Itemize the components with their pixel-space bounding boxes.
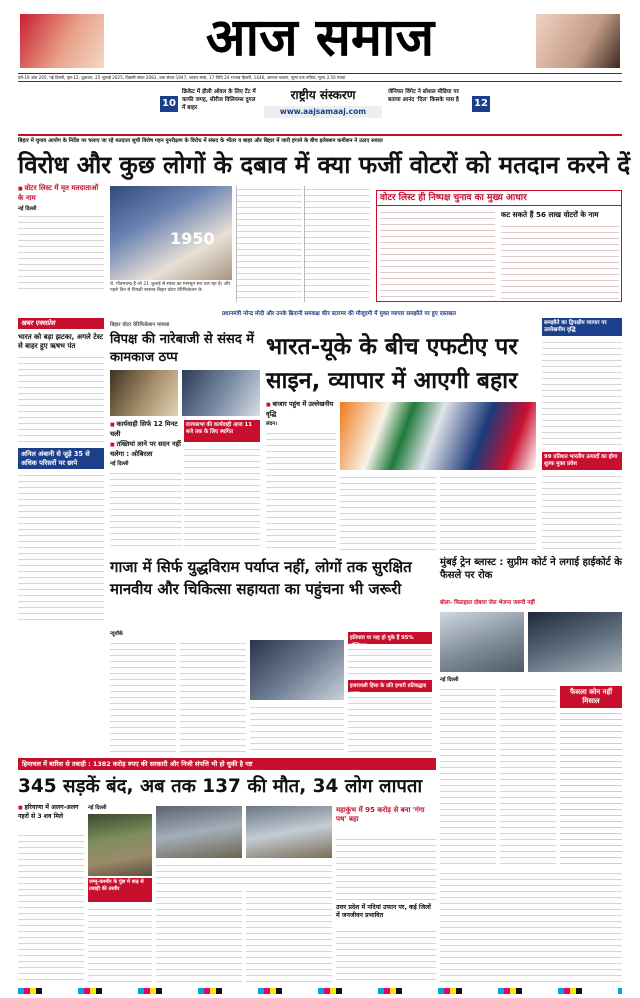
gaza-photo	[250, 640, 344, 700]
masthead-title: आज समाज	[205, 8, 435, 68]
fta-side-box-body	[542, 473, 622, 553]
court-headline[interactable]: मुंबई ट्रेन ब्लास्ट : सुप्रीम कोर्ट ने लगाई हाईकोर्ट के फैसले पर रोक	[440, 557, 622, 581]
himachal-gallery-sub-body	[336, 928, 436, 982]
fta-headline-2[interactable]: साइन, व्यापार में आएगी बहार	[266, 368, 518, 394]
gaza-dateline: न्यूयॉर्क	[110, 631, 123, 637]
gaza-body-2	[180, 640, 246, 752]
voter-box-body	[380, 209, 495, 299]
court-dateline: नई दिल्ली	[440, 677, 459, 683]
dateline-text: वर्ष-19 अंक 205, नई दिल्ली, पृष्ठ-12, शुक्रवार, 25 जुलाई 2025, विक्रमी संवत 2082, शक संवत-1947, श्रावण-मास, 17 तिथि 24 रज्जब हिजरी, 1446, अमान्त-श्रावण, मूल्य एक रुपिया, मूल्य 3.50 रुपया	[18, 75, 346, 80]
news-express-label: खबर एक्सप्रेस	[18, 318, 104, 329]
court-body-2	[500, 686, 556, 866]
lead-side-body	[18, 213, 104, 293]
lead-side-heading[interactable]: ■ वोटर लिस्ट में मृत मतदाताओं के नाम	[18, 184, 104, 203]
opposition-body-2	[184, 446, 260, 550]
news-express	[18, 318, 104, 626]
lead-body-col-2	[304, 186, 370, 302]
opposition-bullet-2: ■ तख्तियां लाने पर सदन नहीं चलेगा : ओबिरला	[110, 440, 182, 458]
himachal-gallery-caption	[156, 862, 332, 884]
voter-box	[376, 190, 622, 302]
gaza-body-1	[110, 640, 176, 752]
fta-body-2	[340, 474, 436, 550]
masthead-left-photo	[20, 14, 104, 68]
gaza-body-3	[250, 704, 344, 752]
gaza-box-1[interactable]: हतियारा या नाह हो चुके हैं 95%	[348, 632, 432, 644]
fta-body-1	[266, 430, 336, 550]
court-photo-1	[440, 612, 524, 672]
news-express-h1[interactable]: भारत को बड़ा झटका, अगले टेस्ट से बाहर हुए ऋषभ पंत	[18, 333, 103, 350]
fta-dateline: लंदन।	[266, 421, 278, 427]
himachal-body-2	[156, 888, 242, 982]
opposition-photo-1	[110, 370, 178, 416]
promo-row	[160, 84, 492, 124]
lead-side-column	[18, 184, 104, 302]
lead-body-col-1	[236, 186, 302, 302]
voter-box-subbody	[501, 223, 619, 299]
fta-side	[542, 318, 622, 550]
voter-box-subheading[interactable]: कट सकते हैं 56 लाख वोटरों के नाम	[501, 210, 599, 219]
himachal-headline[interactable]: 345 सड़कें बंद, अब तक 137 की मौत, 34 लोग लापता	[18, 776, 423, 797]
promo-left-text[interactable]: क्रिकेट में हीली ओवल के लिए टेंट में काफी जगह, सीरीज विलियम्स दुगल में बाहर	[182, 89, 256, 111]
court-sub: बोला- फिलहाल दोबारा जेल भेजना जरूरी नहीं	[440, 600, 535, 606]
masthead	[0, 0, 640, 72]
fta-side-box-heading[interactable]: 99 प्रतिशत भारतीय उत्पादों का होगा शुल्क मुक्त प्रवेश	[542, 452, 622, 470]
court-side-body	[560, 710, 622, 866]
fta-side-body	[542, 339, 622, 449]
court-photo-2	[528, 612, 622, 672]
court-side-heading[interactable]: फैसला कोन नहीं मिसाल	[560, 686, 622, 708]
himachal-gallery-body	[336, 836, 436, 900]
edition-label: राष्ट्रीय संस्करण	[290, 88, 356, 102]
banner-line	[18, 134, 622, 146]
himachal-gallery-heading[interactable]: महाकुंभ में 95 करोड़ से बना 'गंगा पथ' बहा	[336, 806, 425, 823]
gaza-box-1-body	[348, 646, 432, 676]
opposition-dateline: नई दिल्ली	[110, 461, 129, 467]
promo-right-number: 12	[472, 96, 490, 112]
himachal-body-3	[246, 888, 332, 982]
lead-photo	[110, 186, 232, 280]
himachal-gallery-photo-2	[246, 806, 332, 858]
news-express-body-2	[18, 472, 104, 622]
opposition-body	[110, 470, 182, 550]
registration-marks	[18, 988, 622, 994]
himachal-dateline: नई दिल्ली	[88, 805, 107, 811]
website-link[interactable]: www.aajsamaaj.com	[264, 106, 382, 118]
lead-photo-caption: रो. गौतमचन्द्र हैं जो 21 जुलाई से संसद का मानसून सत्र चल रहा है। और पहले दिन से विपक्षी बरसात बिहार वोटर वेरिफिकेशन के	[110, 282, 231, 294]
voter-box-heading[interactable]: वोटर लिस्ट ही निष्पक्ष चुनाव का मुख्य आधार	[377, 191, 621, 206]
fta-headline-1[interactable]: भारत-यूके के बीच एफटीए पर	[266, 334, 518, 360]
himachal-banner: हिमाचल में बारिश से तबाही : 1382 करोड़ रुपए की सरकारी और निजी संपत्ति भी हो चुकी है नष्ट	[18, 758, 436, 770]
himachal-gallery-sub[interactable]: उत्तर प्रदेश में नदियां उफान पर, कई जिलों में जनजीवन प्रभावित	[336, 904, 431, 919]
promo-left-number: 10	[160, 96, 178, 112]
fta-side-heading[interactable]: समझौते का द्विपक्षीय व्यापार पर उल्लेखनीय वृद्धि	[542, 318, 622, 336]
himachal-photo-label: जम्मू-कश्मीर के पुंछ में बाढ़ से तबाही की तस्वीर	[88, 878, 152, 902]
opposition-headline[interactable]: विपक्ष की नारेबाजी से संसद में कामकाज ठप्प	[110, 332, 255, 365]
gaza-box-2-body	[348, 694, 432, 752]
opposition-quote: राज्यसभा की कार्यवाही आज 11 बजे तक के लिए स्थगित	[184, 420, 260, 442]
himachal-side-body	[18, 832, 84, 982]
gaza-box-2[interactable]: इजरायली हिंसा के प्रति हमारी प्रतिबद्धता	[348, 680, 432, 692]
court-body-1	[440, 686, 496, 866]
himachal-side-heading[interactable]: ■ हरियाणा में अलग-अलग नहरों से 3 शव मिले	[18, 804, 84, 830]
fta-body-3	[440, 474, 536, 550]
lead-headline[interactable]: विरोध और कुछ लोगों के दबाव में क्या फर्जी वोटरों को मतदान करने दें	[18, 151, 631, 179]
banner-line-text: बिहार में चुनाव आयोग के निर्देश पर चलाए जा रहे मतदाता सूची विशेष गहन पुनरीक्षण के विरोध में संसद के भीतर व बाहर और बिहार में जारी हंगामे के बीच इलेक्शन कमीशन ने उठाए सवाल	[18, 138, 383, 144]
court-body-3	[440, 870, 622, 982]
opposition-photo-2	[182, 370, 260, 416]
himachal-gallery-photo-1	[156, 806, 242, 858]
lead-photo-panel-text: 1950	[170, 229, 215, 248]
opposition-kicker: बिहार वोटर वेरिफिकेशन मामला	[110, 322, 170, 328]
masthead-right-photo	[536, 14, 620, 68]
gaza-headline[interactable]: गाजा में सिर्फ युद्धविराम पर्याप्त नहीं, लोगों तक सुरक्षित मानवीय और चिकित्सा सहायता का पहुंचना भी जरूरी	[110, 558, 412, 598]
promo-right-text[interactable]: जेनिफर विंगेट ने सोशल मीडिया पर बताया आनंद 'दिल' किसके पास है	[388, 89, 459, 103]
himachal-body-1	[88, 906, 152, 982]
news-express-h2[interactable]: अनिल अंबानी से जुड़े 35 से अधिक परिसरों पर छापे	[18, 448, 104, 469]
pm-line-text: प्रधानमंत्री नरेन्द्र मोदी और उनके ब्रितानी समकक्ष कीर स्टारमर की मौजूदगी में मुक्त व्यापार समझौते पर हुए दस्तखत	[222, 311, 456, 317]
news-express-body-1	[18, 354, 104, 444]
lead-side-dateline: नई दिल्ली	[18, 206, 37, 212]
himachal-photo	[88, 814, 152, 876]
fta-bullet: ■ बाजार पहुंच में उल्लेखनीय वृद्धि	[266, 400, 336, 418]
dateline-strip	[18, 73, 622, 82]
opposition-bullet-1: ■ कार्यवाही सिर्फ 12 मिनट चली	[110, 420, 182, 438]
fta-photo	[340, 402, 536, 470]
